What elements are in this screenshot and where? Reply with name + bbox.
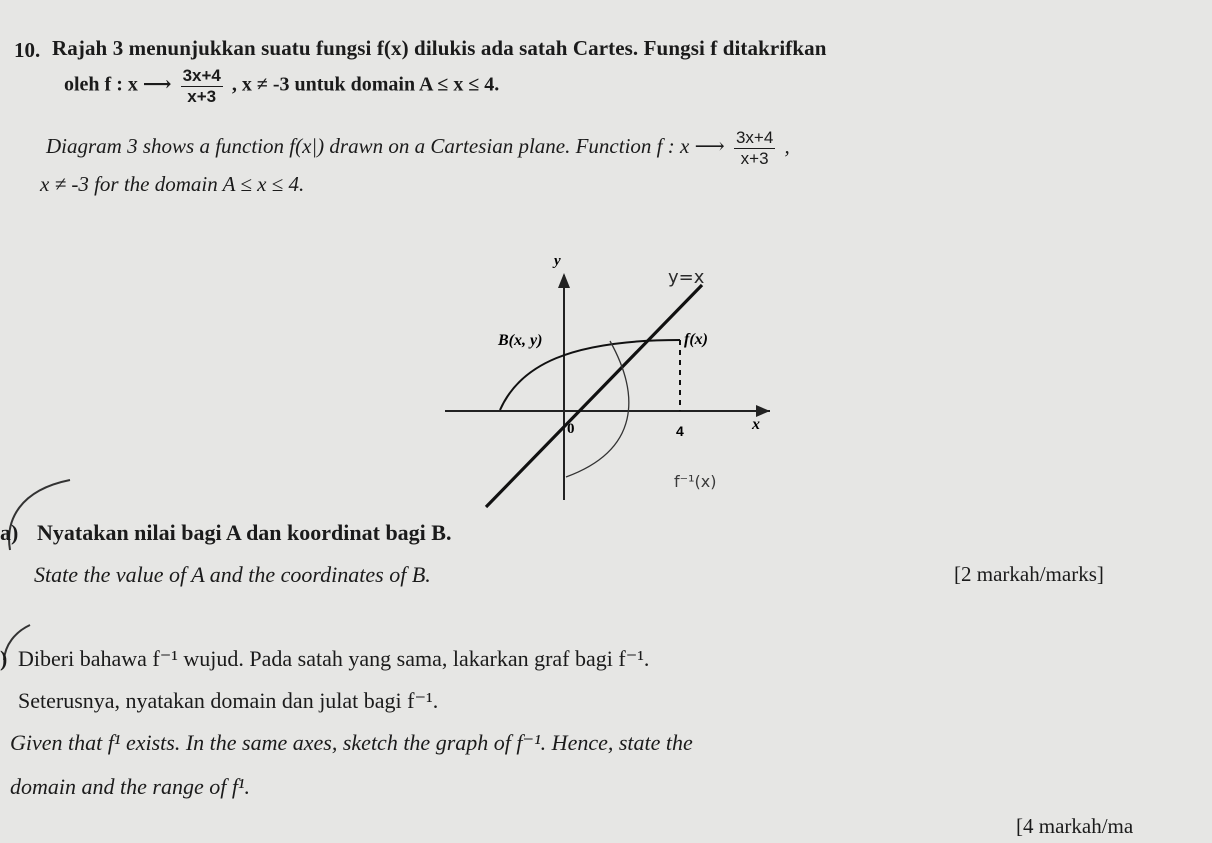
inverse-label: f⁻¹(x) (674, 472, 717, 491)
fraction-en (734, 128, 775, 168)
part-a-en: State the value of A and the coordinates of B. (34, 562, 431, 587)
point-b-label: B(x, y) (498, 332, 543, 349)
question-en-comma: , (784, 133, 790, 158)
inverse-curve-sketch (566, 341, 629, 477)
part-b-en-line1: Given that f¹ exists. In the same axes, sketch the graph of f⁻¹. Hence, state the (10, 730, 693, 755)
part-b-en-line2: domain and the range of f¹. (10, 774, 251, 799)
question-en-text: Diagram 3 shows a function f(x|) drawn on a Cartesian plane. Function f : x ⟶ (46, 133, 725, 158)
part-b-label: ) (0, 646, 8, 671)
tick-label-4: 4 (676, 423, 684, 439)
y-axis-label: y (554, 253, 561, 269)
part-b-ms-line2: Seterusnya, nyatakan domain dan julat bagi f⁻¹. (18, 688, 439, 713)
question-ms-line2 (64, 66, 499, 106)
function-diagram (440, 245, 780, 515)
fraction-en-denominator: x+3 (740, 148, 769, 168)
fraction-ms-numerator: 3x+4 (182, 66, 221, 85)
question-number: 10. (14, 38, 41, 62)
part-b-ms-line1: Diberi bahawa f⁻¹ wujud. Pada satah yang sama, lakarkan graf bagi f⁻¹. (18, 646, 650, 671)
question-ms-prefix: oleh f : x ⟶ (64, 73, 172, 96)
question-en-line2: x ≠ -3 for the domain A ≤ x ≤ 4. (40, 172, 305, 196)
line-label: y=x (668, 267, 705, 288)
part-b-marks: [4 markah/ma (1016, 814, 1134, 838)
question-ms-line1: Rajah 3 menunjukkan suatu fungsi f(x) dilukis ada satah Cartes. Fungsi f ditakrifkan (52, 36, 827, 60)
part-a-ms: Nyatakan nilai bagi A dan koordinat bagi B. (37, 520, 452, 545)
question-ms-suffix: , x ≠ -3 untuk domain A ≤ x ≤ 4. (231, 73, 500, 96)
part-a-marks: [2 markah/marks] (954, 562, 1104, 586)
fx-label: f(x) (684, 331, 708, 348)
fraction-ms-denominator: x+3 (187, 86, 217, 106)
x-axis-label: x (752, 416, 760, 433)
fraction-en-numerator: 3x+4 (735, 128, 774, 147)
line-y-equals-x (486, 285, 702, 507)
y-axis-arrow (558, 273, 570, 288)
origin-label: 0 (567, 421, 575, 437)
question-en-line1 (46, 128, 790, 168)
fraction-ms (181, 66, 223, 106)
part-a-label: a) (0, 520, 19, 545)
